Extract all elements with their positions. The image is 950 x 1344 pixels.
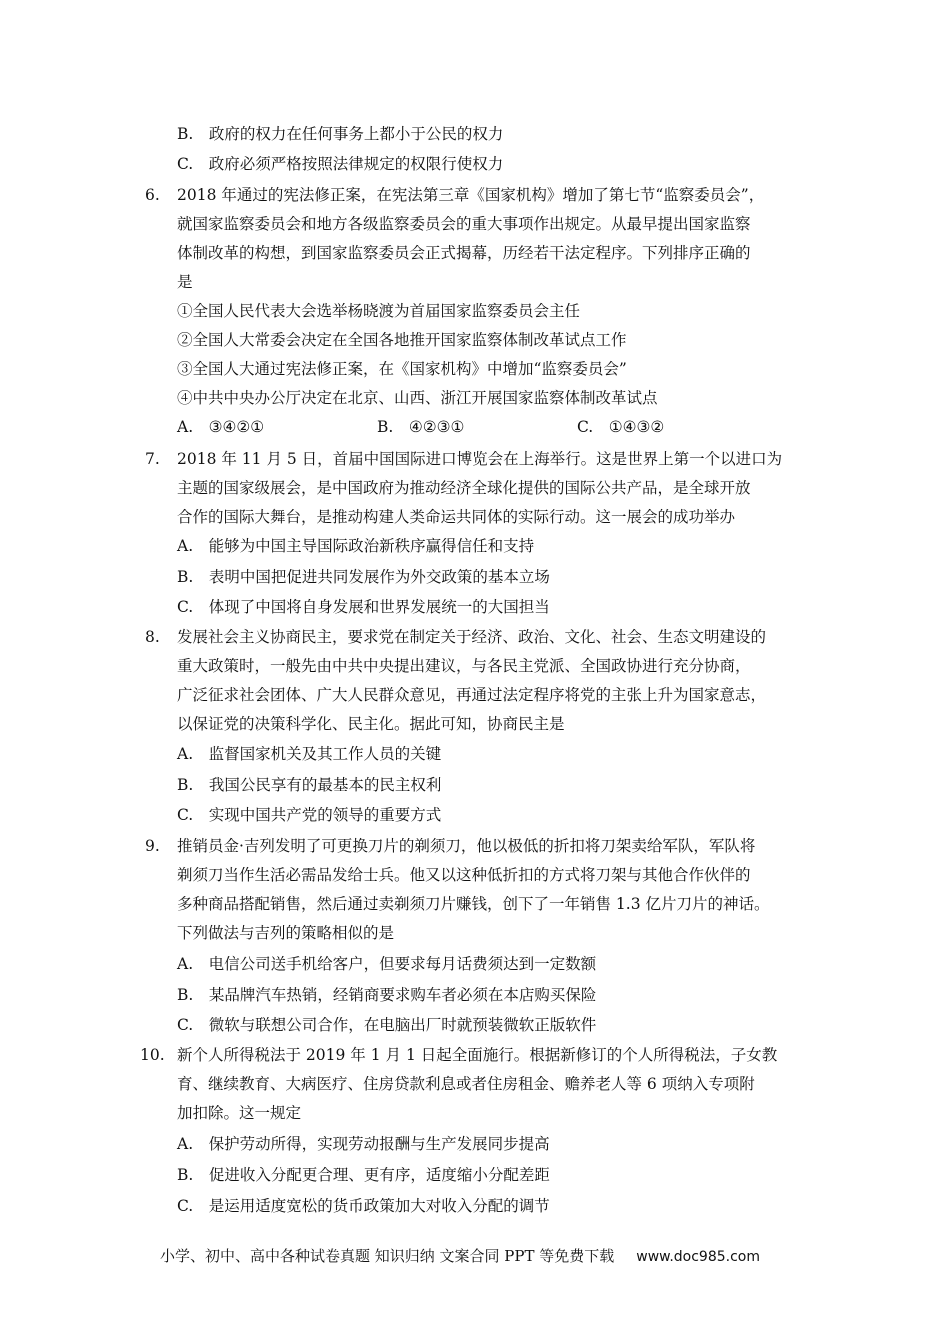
q5-option-b: B. 政府的权力在任何事务上都小于公民的权力 [177, 125, 504, 143]
q8-option-c: C. 实现中国共产党的领导的重要方式 [177, 806, 442, 824]
footer-site-link[interactable]: www.doc985.com [636, 1249, 761, 1265]
q6-item: ①全国人民代表大会选举杨晓渡为首届国家监察委员会主任 [177, 302, 581, 320]
q7-option-a: A. 能够为中国主导国际政治新秩序赢得信任和支持 [177, 537, 535, 555]
q7-option-b: B. 表明中国把促进共同发展作为外交政策的基本立场 [177, 568, 550, 586]
page-footer [160, 1245, 760, 1266]
q9-stem-line: 下列做法与吉列的策略相似的是 [177, 924, 395, 942]
q8-stem-line: 以保证党的决策科学化、民主化。据此可知，协商民主是 [177, 715, 565, 733]
q10-option-c: C. 是运用适度宽松的货币政策加大对收入分配的调节 [177, 1197, 550, 1215]
q7-stem-line: 主题的国家级展会，是中国政府为推动经济全球化提供的国际公共产品，是全球开放 [177, 479, 751, 497]
q10-stem-line: 育、继续教育、大病医疗、住房贷款利息或者住房租金、赡养老人等 6 项纳入专项附 [177, 1075, 755, 1093]
q6-item: ④中共中央办公厅决定在北京、山西、浙江开展国家监察体制改革试点 [177, 389, 658, 407]
q8-stem-line: 广泛征求社会团体、广大人民群众意见，再通过法定程序将党的主张上升为国家意志， [177, 686, 767, 704]
q10-stem-line: 加扣除。这一规定 [177, 1104, 302, 1122]
q7-stem-line: 合作的国际大舞台，是推动构建人类命运共同体的实际行动。这一展会的成功举办 [177, 508, 736, 526]
q9-option-c: C. 微软与联想公司合作，在电脑出厂时就预装微软正版软件 [177, 1016, 597, 1034]
q6-item: ③全国人大通过宪法修正案，在《国家机构》中增加“监察委员会” [177, 360, 627, 378]
q9-number: 9. [145, 837, 160, 855]
q8-option-a: A. 监督国家机关及其工作人员的关键 [177, 745, 442, 763]
q5-option-c: C. 政府必须严格按照法律规定的权限行使权力 [177, 155, 504, 173]
q6-item: ②全国人大常委会决定在全国各地推开国家监察体制改革试点工作 [177, 331, 627, 349]
q10-option-a: A. 保护劳动所得，实现劳动报酬与生产发展同步提高 [177, 1135, 550, 1153]
q6-number: 6. [145, 186, 160, 204]
q6-stem-line: 就国家监察委员会和地方各级监察委员会的重大事项作出规定。从最早提出国家监察 [177, 215, 751, 233]
q8-stem-line: 发展社会主义协商民主，要求党在制定关于经济、政治、文化、社会、生态文明建设的 [177, 628, 767, 646]
q8-option-b: B. 我国公民享有的最基本的民主权利 [177, 776, 442, 794]
q9-option-b: B. 某品牌汽车热销，经销商要求购车者必须在本店购买保险 [177, 986, 597, 1004]
q6-option-c: C. ①④③② [577, 418, 665, 436]
q6-stem-line: 2018 年通过的宪法修正案，在宪法第三章《国家机构》增加了第七节“监察委员会”， [177, 186, 765, 204]
q6-stem-line: 体制改革的构想，到国家监察委员会正式揭幕，历经若干法定程序。下列排序正确的 [177, 244, 751, 262]
q7-number: 7. [145, 450, 160, 468]
q9-stem-line: 推销员金·吉列发明了可更换刀片的剃须刀，他以极低的折扣将刀架卖给军队，军队将 [177, 837, 756, 855]
q6-option-b: B. ④②③① [377, 418, 465, 436]
q7-stem-line: 2018 年 11 月 5 日，首届中国国际进口博览会在上海举行。这是世界上第一个以进口为 [177, 450, 783, 468]
q8-number: 8. [145, 628, 160, 646]
q6-options-row [177, 417, 664, 437]
q6-option-a: A. ③④②① [177, 418, 265, 436]
q6-stem-line: 是 [177, 273, 193, 291]
q10-number: 10. [140, 1046, 165, 1064]
q9-stem-line: 剃须刀当作生活必需品发给士兵。他又以这种低折扣的方式将刀架与其他合作伙伴的 [177, 866, 751, 884]
footer-text: 小学、初中、高中各种试卷真题 知识归纳 文案合同 PPT 等免费下载 [160, 1247, 615, 1265]
q9-stem-line: 多种商品搭配销售，然后通过卖剃须刀片赚钱，创下了一年销售 1.3 亿片刀片的神话。 [177, 895, 770, 913]
q10-stem-line: 新个人所得税法于 2019 年 1 月 1 日起全面施行。根据新修订的个人所得税法，子女教 [177, 1046, 778, 1064]
q7-option-c: C. 体现了中国将自身发展和世界发展统一的大国担当 [177, 598, 550, 616]
q10-option-b: B. 促进收入分配更合理、更有序，适度缩小分配差距 [177, 1166, 550, 1184]
q9-option-a: A. 电信公司送手机给客户，但要求每月话费须达到一定数额 [177, 955, 597, 973]
q8-stem-line: 重大政策时，一般先由中共中央提出建议，与各民主党派、全国政协进行充分协商， [177, 657, 751, 675]
